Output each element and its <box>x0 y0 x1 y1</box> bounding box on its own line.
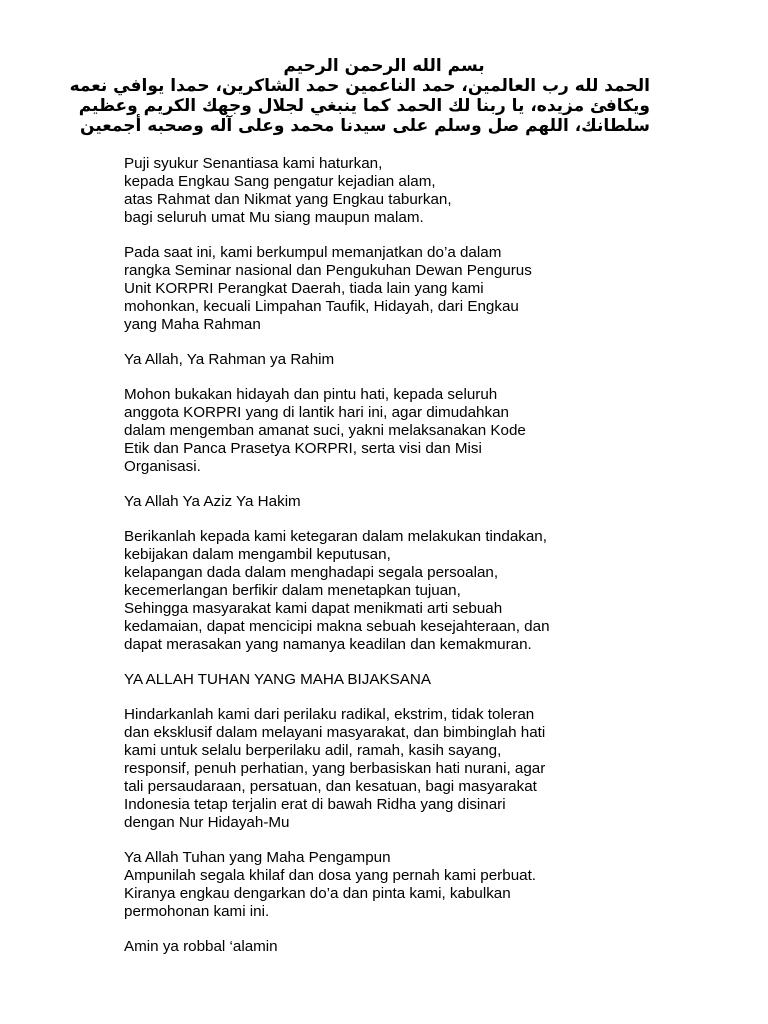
text-line: kelapangan dada dalam menghadapi segala persoalan, <box>124 564 499 581</box>
text-line: anggota KORPRI yang di lantik hari ini, agar dimudahkan <box>124 404 509 421</box>
text-line: Etik dan Panca Prasetya KORPRI, serta visi dan Misi <box>124 440 482 457</box>
paragraph-gathering <box>124 244 664 334</box>
paragraph-guidance <box>124 386 664 476</box>
text-line: Puji syukur Senantiasa kami haturkan, <box>124 155 383 172</box>
document-body <box>124 155 664 973</box>
text-line: Mohon bukakan hidayah dan pintu hati, kepada seluruh <box>124 386 498 403</box>
text-line: Sehingga masyarakat kami dapat menikmati arti sebuah <box>124 600 503 617</box>
text-line: dan eksklusif dalam melayani masyarakat, dan bimbinglah hati <box>124 724 546 741</box>
text-line: Ampunilah segala khilaf dan dosa yang pernah kami perbuat. <box>124 867 537 884</box>
paragraph-fortitude <box>124 528 664 654</box>
text-line: yang Maha Rahman <box>124 316 261 333</box>
text-line: mohonkan, kecuali Limpahan Taufik, Hidayah, dari Engkau <box>124 298 519 315</box>
text-line: permohonan kami ini. <box>124 903 270 920</box>
invocation-heading: Ya Allah Tuhan yang Maha Pengampun <box>124 849 391 866</box>
text-line: kepada Engkau Sang pengatur kejadian alam, <box>124 173 436 190</box>
text-line: Organisasi. <box>124 458 201 475</box>
text-line: kami untuk selalu berperilaku adil, ramah, kasih sayang, <box>124 742 502 759</box>
text-line: dalam mengemban amanat suci, yakni melaksanakan Kode <box>124 422 526 439</box>
text-line: Unit KORPRI Perangkat Daerah, tiada lain yang kami <box>124 280 484 297</box>
text-line: Hindarkanlah kami dari perilaku radikal, ekstrim, tidak toleran <box>124 706 535 723</box>
text-line: Pada saat ini, kami berkumpul memanjatkan do’a dalam <box>124 244 502 261</box>
text-line: Kiranya engkau dengarkan do’a dan pinta kami, kabulkan <box>124 885 511 902</box>
text-line: atas Rahmat dan Nikmat yang Engkau taburkan, <box>124 191 452 208</box>
invocation-heading: YA ALLAH TUHAN YANG MAHA BIJAKSANA <box>124 671 431 688</box>
paragraph-praise <box>124 155 664 227</box>
paragraph-protection <box>124 706 664 832</box>
text-line: dapat merasakan yang namanya keadilan dan kemakmuran. <box>124 636 532 653</box>
text-line: tali persaudaraan, persatuan, dan kesatuan, bagi masyarakat <box>124 778 537 795</box>
text-line: dengan Nur Hidayah-Mu <box>124 814 290 831</box>
closing-line: Amin ya robbal ‘alamin <box>124 938 278 955</box>
text-line: kecemerlangan berfikir dalam menetapkan tujuan, <box>124 582 461 599</box>
text-line: rangka Seminar nasional dan Pengukuhan Dewan Pengurus <box>124 262 532 279</box>
text-line: kedamaian, dapat mencicipi makna sebuah kesejahteraan, dan <box>124 618 550 635</box>
text-line: Indonesia tetap terjalin erat di bawah Ridha yang disinari <box>124 796 506 813</box>
arabic-basmala: بسم الله الرحمن الرحيم <box>283 56 485 76</box>
text-line: bagi seluruh umat Mu siang maupun malam. <box>124 209 424 226</box>
text-line: kebijakan dalam mengambil keputusan, <box>124 546 391 563</box>
invocation-heading: Ya Allah Ya Aziz Ya Hakim <box>124 493 301 510</box>
arabic-line: الحمد لله رب العالمين، حمد الناعمين حمد الشاكرين، حمدا يوافي نعمه <box>69 76 650 96</box>
text-line: Berikanlah kepada kami ketegaran dalam melakukan tindakan, <box>124 528 547 545</box>
arabic-line: ويكافئ مزيده، يا ربنا لك الحمد كما ينبغي لجلال وجهك الكريم وعظيم <box>78 96 650 116</box>
arabic-line: سلطانك، اللهم صل وسلم على سيدنا محمد وعلى آله وصحبه أجمعين <box>80 116 650 136</box>
invocation-heading: Ya Allah, Ya Rahman ya Rahim <box>124 351 335 368</box>
paragraph-forgiveness <box>124 849 664 921</box>
arabic-opening <box>69 56 650 136</box>
text-line: responsif, penuh perhatian, yang berbasiskan hati nurani, agar <box>124 760 546 777</box>
